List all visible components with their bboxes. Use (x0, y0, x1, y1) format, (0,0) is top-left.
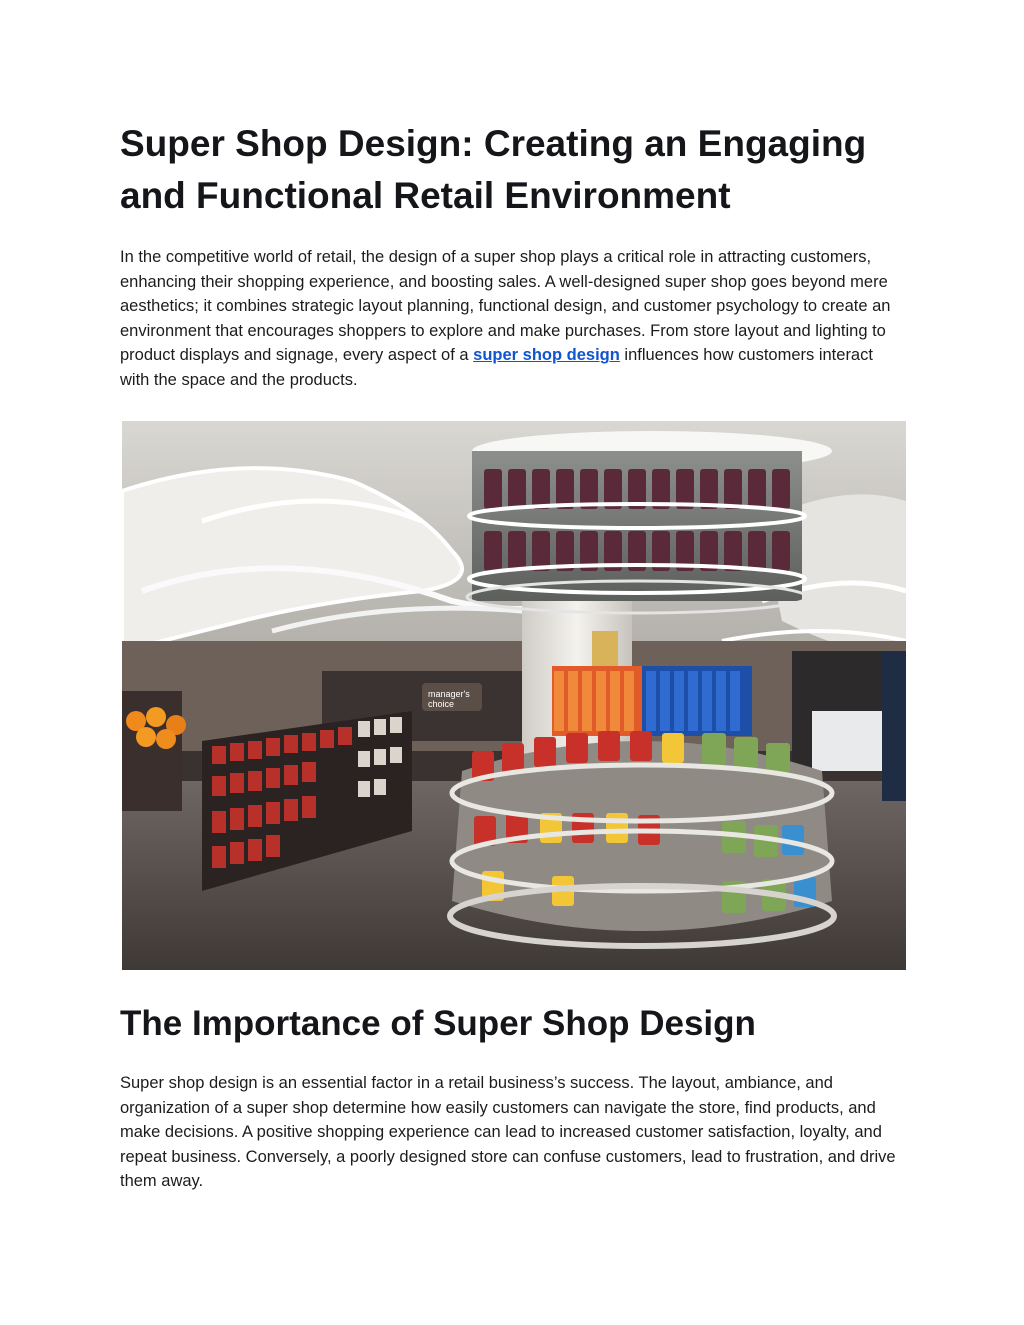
super-shop-design-link[interactable]: super shop design (473, 346, 620, 365)
section-paragraph: Super shop design is an essential factor in a retail business’s success. The layout, ambiance, and organization of a super shop determine how easily customers can navigate the store, find products, and make decisions. A positive shopping experience can lead to increased customer satisfaction, loyalty, and repeat business. Conversely, a poorly designed store can confuse customers, lead to frustration, and drive them away. (120, 1074, 896, 1191)
photo-sign-text-1: manager's (428, 689, 470, 699)
supermarket-photo (122, 421, 906, 970)
intro-text-start: In the competitive world of retail, the design of a super shop plays a critical role in attracting customers, enhancing their shopping experience, and boosting sales. A well-designed super shop goes beyond mere aesthetics; it combines strategic layout planning, functional design, and customer psychology to create an environment that encourages shoppers to explore and make purchases. From store layout and lighting to product displays and signage, every aspect of a (120, 248, 891, 365)
intro-paragraph (120, 245, 906, 393)
photo-sign-text-2: choice (428, 699, 455, 709)
page-title: Super Shop Design: Creating an Engaging and Functional Retail Environment (120, 123, 867, 216)
intro-text-end: influences how customers interact with the space and the products. (120, 346, 873, 389)
section-heading: The Importance of Super Shop Design (120, 1004, 756, 1043)
